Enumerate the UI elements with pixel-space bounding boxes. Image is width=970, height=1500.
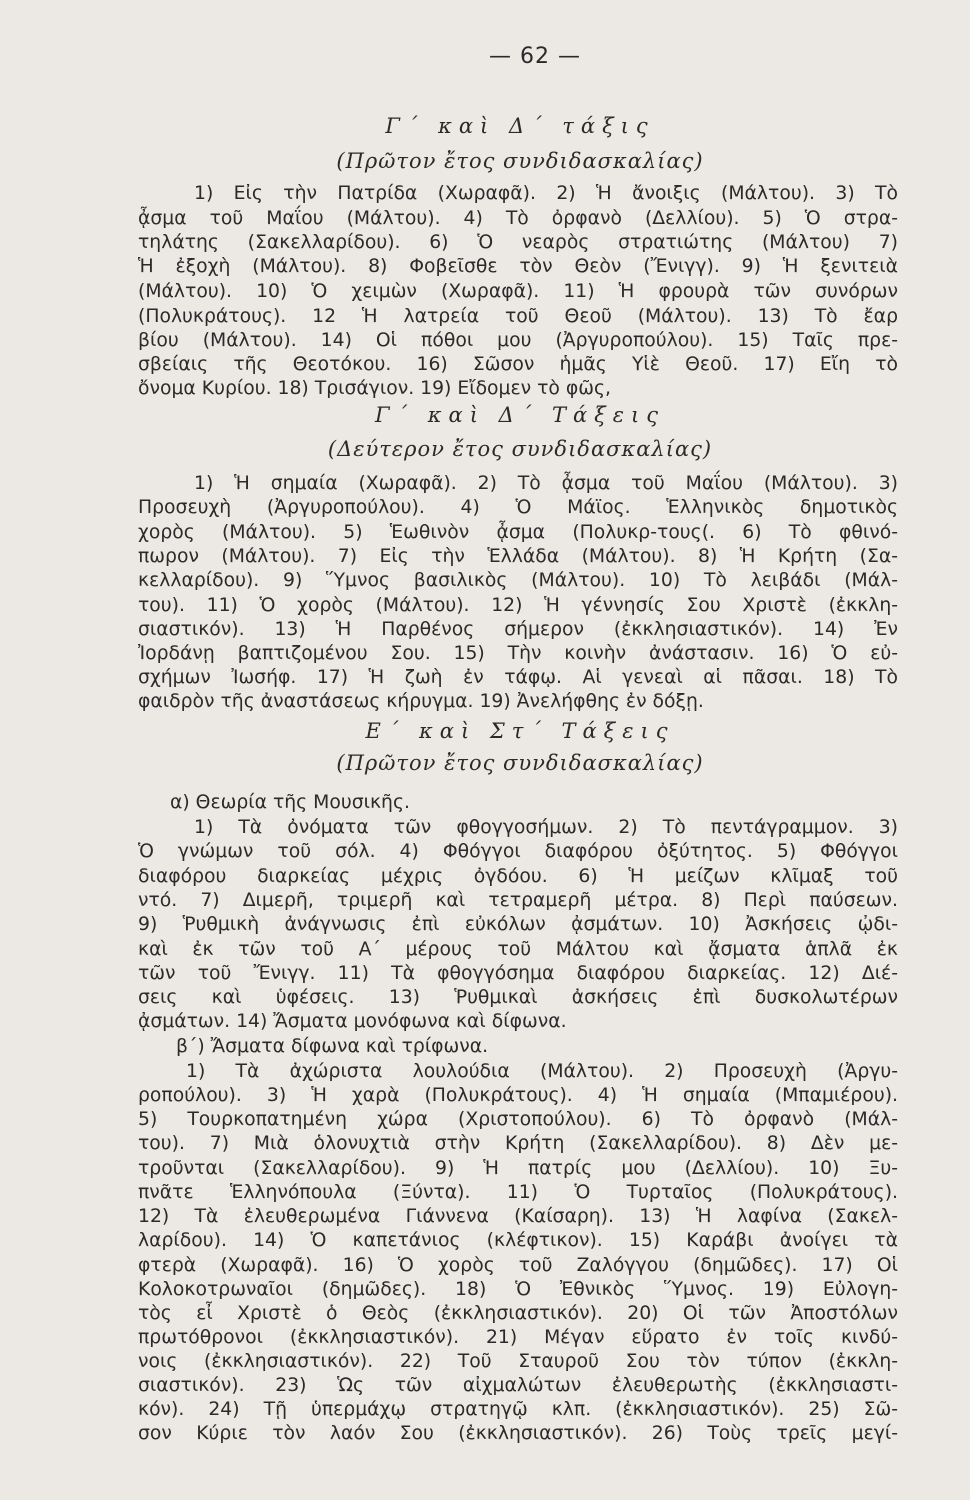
text-line: διαφόρου διαρκείας μέχρις ὀγδόου. 6) Ἡ μείζων κλῖμαξ τοῦ	[138, 866, 898, 887]
text-line: κελλαρίδου). 9) Ὕμνος βασιλικὸς (Μάλτου). 10) Τὸ λειβάδι (Μάλ-	[138, 570, 898, 591]
text-line: πνᾶτε Ἑλληνόπουλα (Ξύντα). 11) Ὁ Τυρταῖος (Πολυκράτους).	[138, 1182, 898, 1203]
section-subtitle: (Δεύτερον ἔτος συνδιδασκαλίας)	[327, 437, 713, 461]
text-line: χορὸς (Μάλτου). 5) Ἑωθινὸν ᾆσμα (Πολυκρ-τους(. 6) Τὸ φθινό-	[138, 522, 898, 543]
text-line: σχήμων Ἰωσήφ. 17) Ἡ ζωὴ ἐν τάφῳ. Αἱ γενεαὶ αἱ πᾶσαι. 18) Τὸ	[138, 667, 898, 688]
text-line: 1) Εἰς τὴν Πατρίδα (Χωραφᾶ). 2) Ἡ ἄνοιξις (Μάλτου). 3) Τὸ	[194, 183, 898, 204]
text-line: Κολοκοτρωναῖοι (δημῶδες). 18) Ὁ Ἐθνικὸς Ὕμνος. 19) Εὐλογη-	[138, 1279, 898, 1300]
text-line: (Πολυκράτους). 12 Ἡ λατρεία τοῦ Θεοῦ (Μάλτου). 13) Τὸ ἔαρ	[138, 306, 898, 327]
text-line: του). 7) Μιὰ ὁλονυχτιὰ στὴν Κρήτη (Σακελλαρίδου). 8) Δὲν με-	[138, 1133, 898, 1154]
text-line: 1) Τὰ ἀχώριστα λουλούδια (Μάλτου). 2) Προσευχὴ (Ἀργυ-	[186, 1061, 898, 1082]
text-line: 1) Τὰ ὀνόματα τῶν φθογγοσήμων. 2) Τὸ πεντάγραμμον. 3)	[194, 817, 898, 838]
text-line: ὄνομα Κυρίου. 18) Τρισάγιον. 19) Εἴδομεν τὸ φῶς,	[138, 378, 611, 399]
text-line: τῶν τοῦ Ἔνιγγ. 11) Τὰ φθογγόσημα διαφόρου διαρκείας. 12) Διέ-	[138, 963, 898, 984]
text-line: σεις καὶ ὑφέσεις. 13) Ῥυθμικαὶ ἀσκήσεις ἐπὶ δυσκολωτέρων	[138, 987, 898, 1008]
text-line: σβείαις τῆς Θεοτόκου. 16) Σῶσον ἡμᾶς Υἱὲ Θεοῦ. 17) Εἴη τὸ	[138, 354, 898, 375]
text-line: α) Θεωρία τῆς Μουσικῆς.	[170, 792, 410, 813]
section-heading: Ε΄ καὶ Στ΄ Τάξεις	[365, 719, 675, 743]
text-line: 12) Τὰ ἐλευθερωμένα Γιάννενα (Καίσαρη). 13) Ἡ λαφίνα (Σακελ-	[138, 1206, 898, 1227]
section-subtitle: (Πρῶτον ἔτος συνδιδασκαλίας)	[336, 751, 704, 775]
text-line: ᾀσμάτων. 14) Ἄσματα μονόφωνα καὶ δίφωνα.	[138, 1011, 567, 1032]
text-line: ᾆσμα τοῦ Μαΐου (Μάλτου). 4) Τὸ ὀρφανὸ (Δελλίου). 5) Ὁ στρα-	[138, 208, 898, 229]
text-line: τροῦνται (Σακελλαρίδου). 9) Ἡ πατρίς μου (Δελλίου). 10) Ξυ-	[138, 1158, 898, 1179]
text-line: Προσευχὴ (Ἀργυροπούλου). 4) Ὁ Μάϊος. Ἑλληνικὸς δημοτικὸς	[138, 497, 898, 518]
text-line: πωρον (Μάλτου). 7) Εἰς τὴν Ἑλλάδα (Μάλτου). 8) Ἡ Κρήτη (Σα-	[138, 546, 898, 567]
page-number: — 62 —	[489, 44, 581, 69]
text-line: (Μάλτου). 10) Ὁ χειμὼν (Χωραφᾶ). 11) Ἡ φρουρὰ τῶν συνόρων	[138, 281, 898, 302]
text-line: σον Κύριε τὸν λαόν Σου (ἐκκλησιαστικόν). 26) Τοὺς τρεῖς μεγί-	[138, 1423, 898, 1444]
text-line: βίου (Μάλτου). 14) Οἱ πόθοι μου (Ἀργυροπούλου). 15) Ταῖς πρε-	[138, 330, 898, 351]
section-heading: Γ΄ καὶ Δ΄ τάξις	[385, 114, 655, 138]
text-line: σιαστικόν). 23) Ὡς τῶν αἰχμαλώτων ἐλευθερωτὴς (ἐκκλησιαστι-	[138, 1375, 898, 1396]
text-line: τηλάτης (Σακελλαρίδου). 6) Ὁ νεαρὸς στρατιώτης (Μάλτου) 7)	[138, 232, 898, 253]
text-line: 9) Ῥυθμικὴ ἀνάγνωσις ἐπὶ εὐκόλων ᾀσμάτων. 10) Ἀσκήσεις ᾠδι-	[138, 914, 898, 935]
text-line: ντό. 7) Διμερῆ, τριμερῆ καὶ τετραμερῆ μέτρα. 8) Περὶ παύσεων.	[138, 890, 898, 911]
text-line: πρωτόθρονοι (ἐκκλησιαστικόν). 21) Μέγαν εὕρατο ἐν τοῖς κινδύ-	[138, 1327, 898, 1348]
text-line: β΄) Ἄσματα δίφωνα καὶ τρίφωνα.	[176, 1036, 489, 1057]
text-line: τὸς εἶ Χριστὲ ὁ Θεὸς (ἐκκλησιαστικόν). 20) Οἱ τῶν Ἀποστόλων	[138, 1303, 898, 1324]
text-line: νοις (ἐκκλησιαστικόν). 22) Τοῦ Σταυροῦ Σου τὸν τύπον (ἐκκλη-	[138, 1351, 898, 1372]
text-line: καὶ ἐκ τῶν τοῦ Α΄ μέρους τοῦ Μάλτου καὶ ᾄσματα ἁπλᾶ ἐκ	[138, 939, 898, 960]
text-line: φαιδρὸν τῆς ἀναστάσεως κήρυγμα. 19) Ἀνελήφθης ἐν δόξῃ.	[138, 691, 704, 712]
section-heading: Γ΄ καὶ Δ΄ Τάξεις	[375, 403, 665, 427]
text-line: Ὁ γνώμων τοῦ σόλ. 4) Φθόγγοι διαφόρου ὀξύτητος. 5) Φθόγγοι	[138, 841, 898, 862]
text-line: του). 11) Ὁ χορὸς (Μάλτου). 12) Ἡ γέννησίς Σου Χριστὲ (ἐκκλη-	[138, 595, 898, 616]
text-line: 5) Τουρκοπατημένη χώρα (Χριστοπούλου). 6) Τὸ ὀρφανὸ (Μάλ-	[138, 1109, 898, 1130]
text-line: ροπούλου). 3) Ἡ χαρὰ (Πολυκράτους). 4) Ἡ σημαία (Μπαμιέρου).	[138, 1085, 898, 1106]
text-line: κόν). 24) Τῇ ὑπερμάχῳ στρατηγῷ κλπ. (ἐκκλησιαστικόν). 25) Σῶ-	[138, 1399, 898, 1420]
text-line: σιαστικόν). 13) Ἡ Παρθένος σήμερον (ἐκκλησιαστικόν). 14) Ἐν	[138, 619, 898, 640]
text-line: Ἡ ἐξοχὴ (Μάλτου). 8) Φοβεῖσθε τὸν Θεὸν (Ἔνιγγ). 9) Ἡ ξενιτειὰ	[138, 256, 898, 277]
text-line: λαρίδου). 14) Ὁ καπετάνιος (κλέφτικον). 15) Καράβι ἀνοίγει τὰ	[138, 1230, 898, 1251]
text-line: 1) Ἡ σημαία (Χωραφᾶ). 2) Τὸ ᾆσμα τοῦ Μαΐου (Μάλτου). 3)	[194, 473, 898, 494]
text-line: φτερὰ (Χωραφᾶ). 16) Ὁ χορὸς τοῦ Ζαλόγγου (δημῶδες). 17) Οἱ	[138, 1255, 898, 1276]
text-line: Ἰορδάνῃ βαπτιζομένου Σου. 15) Τὴν κοινὴν ἀνάστασιν. 16) Ὁ εὐ-	[138, 643, 898, 664]
section-subtitle: (Πρῶτον ἔτος συνδιδασκαλίας)	[336, 149, 704, 173]
